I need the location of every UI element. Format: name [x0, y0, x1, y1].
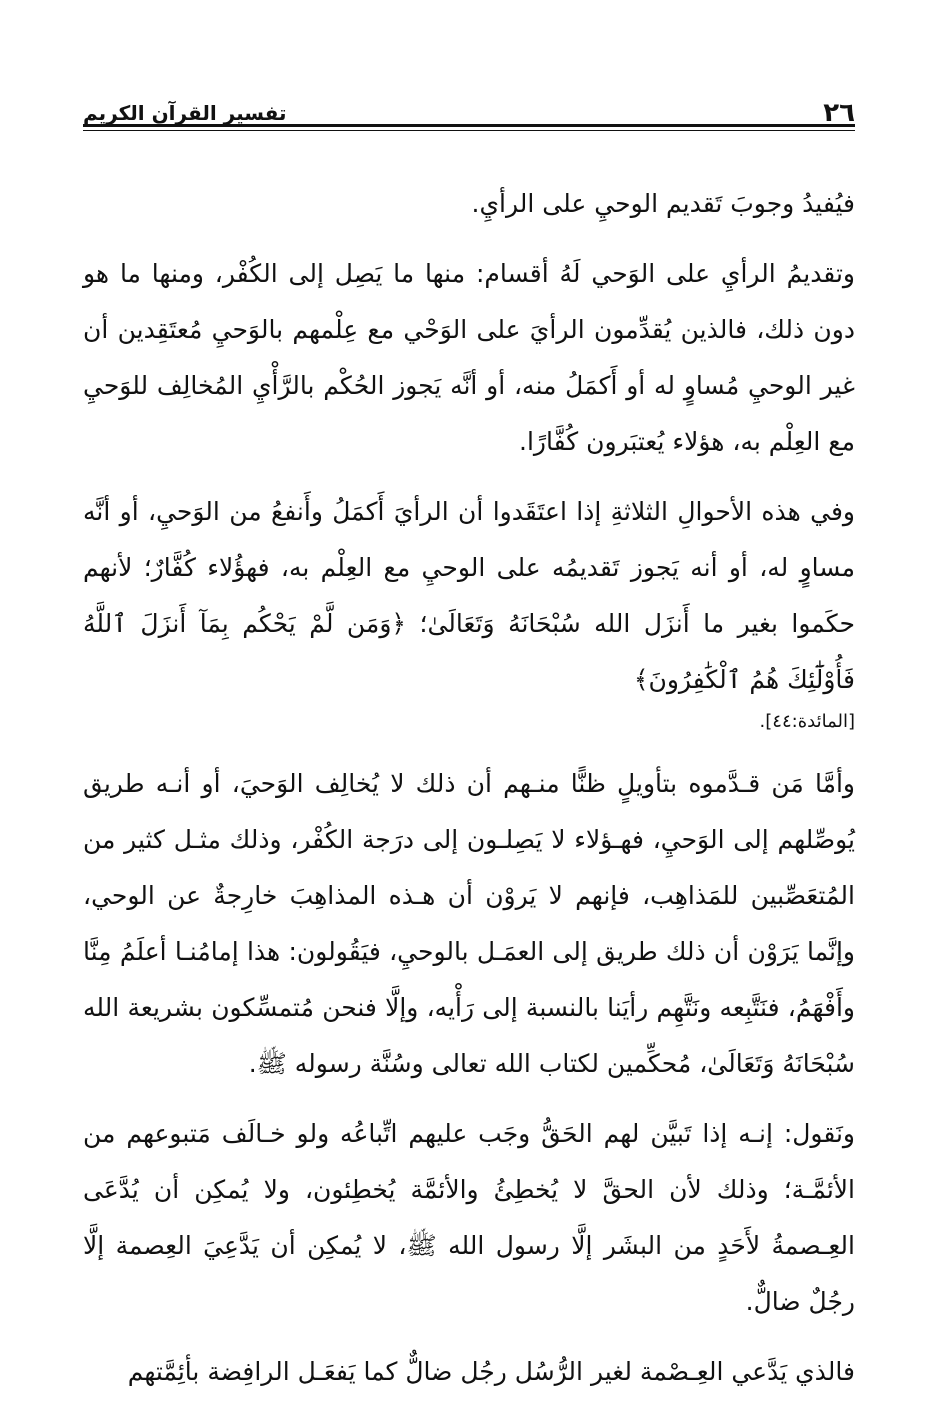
paragraph-2: وتقديمُ الرأيِ على الوَحي لَهُ أقسام: منها ما يَصِل إلى الكُفْر، ومنها ما هو دون ذلك، فالذين يُقدِّمون الرأيَ على الوَحْي مع عِلْمهم بالوَحيِ مُعتَقِدين أن غير الوحيِ مُساوٍ له أو أَكمَلُ منه، أو أنَّه يَجوز الحُكْم بالرَّأْيِ المُخالِف للوَحيِ مع العِلْم به، هؤلاء يُعتبَرون كُفَّارًا.	[83, 259, 855, 456]
header-rule	[83, 124, 855, 127]
paragraph-3-text: وفي هذه الأحوالِ الثلاثةِ إذا اعتَقَدوا أن الرأيَ أَكمَلُ وأَنفعُ من الوَحيِ، أو أنَّه مساوٍ له، أو أنه يَجوز تَقديمُه على الوحيِ مع العِلْم به، فهؤُلاء كُفَّارٌ؛ لأنهم حكَموا بغير ما أَنزَل الله سُبْحَانَهُ وَتَعَالَىٰ؛ ﴿وَمَن لَّمْ يَحْكُم بِمَآ أَنزَلَ ٱللَّهُ فَأُوْلَٰٓئِكَ هُمُ ٱلْكَٰفِرُونَ﴾	[83, 497, 855, 694]
header-rule-thin	[83, 130, 855, 131]
paragraph-6: فالذي يَدَّعي العِـصْمة لغير الرُّسُل رجُل ضالٌّ كما يَفعَـل الرافِضة بأئِمَّتهم	[127, 1357, 855, 1386]
paragraph-5: ونَقول: إنـه إذا تَبيَّن لهم الحَقُّ وجَب عليهم اتِّباعُه ولو خـالَف مَتبوعهم من الأئمَّـة؛ وذلك لأن الحقَّ لا يُخطِئُ والأئمَّة يُخطِئون، ولا يُمكِن أن يُدَّعَى العِـصمةُ لأَحَدٍ من البشَر إلَّا رسول الله ﷺ، لا يُمكِن أن يَدَّعِيَ العِصمة إلَّا رجُلٌ ضالٌّ.	[83, 1119, 855, 1316]
quran-citation: [المائدة:٤٤].	[759, 711, 855, 732]
page-header	[83, 88, 855, 128]
paragraph-4: وأمَّا مَن قـدَّموه بتأويلٍ ظنًّا منـهم أن ذلك لا يُخالِف الوَحيَ، أو أنـه طريق يُوصِّلهم إلى الوَحيِ، فهـؤلاء لا يَصِلـون إلى درَجة الكُفْر، وذلك مثـل كثير من المُتعَصِّبين للمَذاهِب، فإنهم لا يَروْن أن هـذه المذاهِبَ خارِجةٌ عن الوحي، وإنَّما يَرَوْن أن ذلك طريق إلى العمَـل بالوحيِ، فيَقُولون: هذا إمامُنـا أعلَمُ مِنَّا وأَفْهَمُ، فنَتَّبِعه ونَتَّهِم رأيَنا بالنسبة إلى رَأْيه، وإلَّا فنحن مُتمسِّكون بشريعة الله سُبْحَانَهُ وَتَعَالَىٰ، مُحكِّمين لكتاب الله تعالى وسُنَّة رسوله ﷺ.	[83, 769, 855, 1078]
paragraph-1: فيُفيدُ وجوبَ تَقديم الوحيِ على الرأيِ.	[471, 189, 855, 218]
running-title: تفسير القرآن الكريم	[83, 101, 287, 125]
paragraph-3	[83, 484, 855, 742]
page-number: ٢٦	[823, 98, 855, 128]
body-text	[83, 176, 855, 1414]
